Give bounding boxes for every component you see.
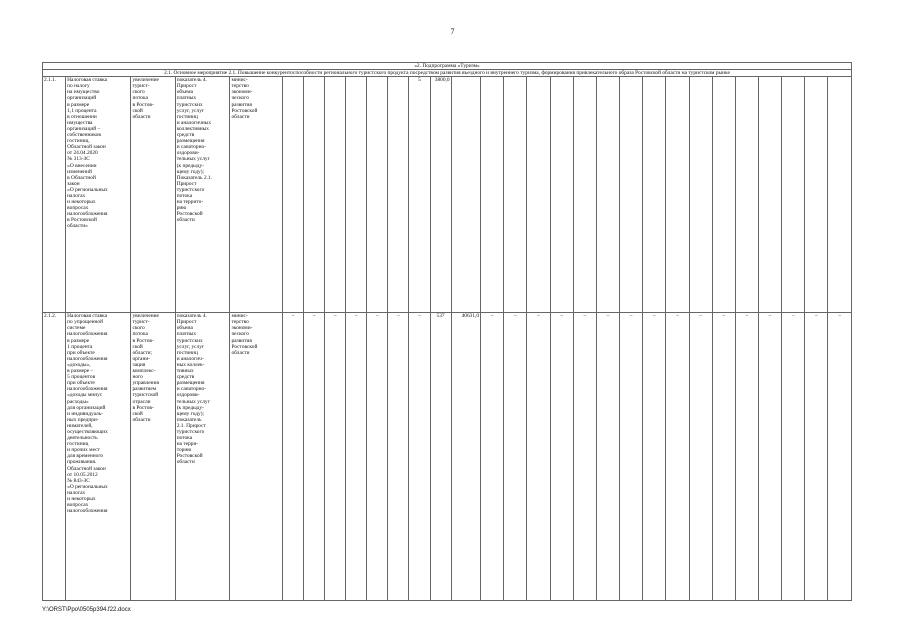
measure-curator: минис- терство экономи- ческого развития Ростовской области <box>230 77 283 313</box>
value-cell: – <box>596 313 619 601</box>
value-cell: – <box>758 313 781 601</box>
footer-file-path: Y:\ORST\Ppo\0505p394.f22.docx <box>42 607 131 613</box>
value-cell <box>550 77 573 313</box>
value-cell <box>828 77 852 313</box>
value-cell: – <box>527 313 550 601</box>
value-cell <box>346 77 367 313</box>
value-cell <box>527 77 550 313</box>
value-cell: – <box>346 313 367 601</box>
value-cell <box>367 77 388 313</box>
value-cell <box>689 77 712 313</box>
value-cell <box>758 77 781 313</box>
value-cell: – <box>735 313 758 601</box>
value-cell <box>782 77 805 313</box>
value-cell: – <box>828 313 852 601</box>
value-cell <box>304 77 325 313</box>
value-cell: – <box>367 313 388 601</box>
value-cell <box>481 77 504 313</box>
value-cell: – <box>304 313 325 601</box>
value-cell: – <box>805 313 828 601</box>
value-cell <box>643 77 666 313</box>
value-cell: – <box>643 313 666 601</box>
measure-indicator: показатель 4. Прирост объема платных туристских услуг, услуг гостиниц и аналогич- ных коллек- тивных средств размещения и санаторно- оздорови- тельных услуг (к предыду- щему году); показатель 2.1. Прирост туристского потока на терри- торию Ростовской области <box>175 313 230 601</box>
value-cell: – <box>481 313 504 601</box>
value-cell: 5 <box>409 77 430 313</box>
measure-indicator: показатель 4. Прирост объема платных туристских услуг, услуг гостиниц и аналогичных коллективных средств размещения и санаторно- оздорови- тельных услуг (к предыду- щему году); Показатель 2.1. Прирост туристского потока на террито- рию Ростовской области <box>175 77 230 313</box>
value-cell: – <box>388 313 409 601</box>
measure-curator: минис- терство экономи- ческого развития Ростовской области <box>230 313 283 601</box>
value-cell <box>573 77 596 313</box>
table-row <box>43 313 852 601</box>
measure-goal: увеличение турист- ского потока в Ростов- ской области <box>131 77 175 313</box>
value-cell: – <box>782 313 805 601</box>
measure-name: Налоговая ставка по упрощенной системе налогообложения в размере 1 процента при объекте налогообложения «доходы», в размере – 5 процентов при объекте налогообложения «доходы минус расходы» для организаций и индивидуаль- ных предпри- нимателей, осуществляющих деятельность гостиниц и прочих мест для временного проживания. Областной закон от 10.05.2012 № 843-ЗС «О региональных налогах и некоторых вопросах налогообложения <box>66 313 131 601</box>
value-cell <box>283 77 304 313</box>
measure-name: Налоговая ставка по налогу на имущество организаций в размере 1,1 процента в отношении имущества организаций – собственников гостиниц. Областной закон от 24.04.2020 № 313-ЗС «О внесении изменений в Областной закон «О региональных налогах и некоторых вопросах налогообложения в Ростовской области» <box>66 77 131 313</box>
value-cell: 40631,0 <box>451 313 480 601</box>
value-cell <box>388 77 409 313</box>
subprogram-row <box>43 63 852 70</box>
subprogram-title: «2. Подпрограмма «Туризм» <box>43 63 852 70</box>
value-cell: – <box>620 313 643 601</box>
value-cell <box>620 77 643 313</box>
value-cell <box>666 77 689 313</box>
table-row <box>43 77 852 313</box>
tax-expenditure-table <box>42 62 852 601</box>
value-cell: – <box>712 313 735 601</box>
value-cell <box>451 77 480 313</box>
row-number: 2.1.1. <box>43 77 66 313</box>
value-cell: – <box>504 313 527 601</box>
value-cell: 3800,0 <box>430 77 451 313</box>
value-cell: – <box>666 313 689 601</box>
value-cell: 537 <box>430 313 451 601</box>
value-cell <box>596 77 619 313</box>
value-cell: – <box>689 313 712 601</box>
value-cell: – <box>283 313 304 601</box>
value-cell: – <box>325 313 346 601</box>
value-cell <box>712 77 735 313</box>
value-cell: – <box>409 313 430 601</box>
value-cell: – <box>550 313 573 601</box>
value-cell <box>504 77 527 313</box>
measure-title: 2.1. Основное мероприятие 2.1. Повышение конкурентоспособности регионального туристского продукта посредством развития въездного и внутреннего туризма, формирования привлекательного образа Ростовской области на туристском рынке <box>43 70 852 77</box>
value-cell <box>735 77 758 313</box>
value-cell <box>325 77 346 313</box>
measure-row <box>43 70 852 77</box>
page-number: 7 <box>450 27 455 36</box>
value-cell <box>805 77 828 313</box>
row-number: 2.1.2. <box>43 313 66 601</box>
value-cell: – <box>573 313 596 601</box>
measure-goal: увеличение турист- ского потока в Ростов- ской области; органи- зация комплекс- ного управления развитием туристской отрасли в Ростов- ской области <box>131 313 175 601</box>
